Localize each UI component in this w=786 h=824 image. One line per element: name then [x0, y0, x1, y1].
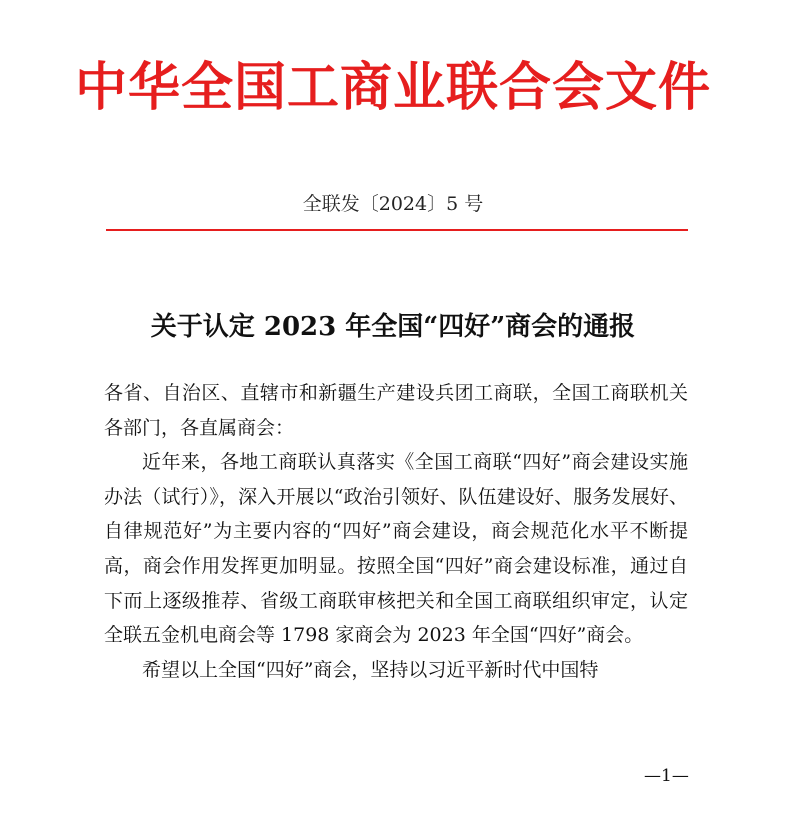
document-number: 全联发〔2024〕5 号	[302, 193, 484, 215]
body-paragraph-2: 希望以上全国“四好”商会，坚持以习近平新时代中国特	[142, 658, 599, 681]
body-paragraph-1: 近年来，各地工商联认真落实《全国工商联“四好”商会建设实施办法（试行）》，深入开展以“政治引领好、队伍建设好、服务发展好、自律规范好”为主要内容的“四好”商会建设，商会规范化水平不断提高，商会作用发挥更加明显。按照全国“四好”商会建设标准，通过自下而上逐级推荐、省级工商联审核把关和全国工商联组织审定，认定全联五金机电商会等 1798 家商会为 2023 年全国“四好”商会。	[104, 451, 688, 647]
salutation: 各省、自治区、直辖市和新疆生产建设兵团工商联，全国工商联机关各部门，各直属商会：	[104, 382, 688, 439]
page-number: —1—	[644, 766, 689, 786]
document-body	[104, 376, 688, 687]
red-divider-line	[106, 229, 688, 231]
notice-title: 关于认定 2023 年全国“四好”商会的通报	[150, 312, 636, 342]
document-header-title: 中华全国工商业联合会文件	[74, 57, 711, 118]
